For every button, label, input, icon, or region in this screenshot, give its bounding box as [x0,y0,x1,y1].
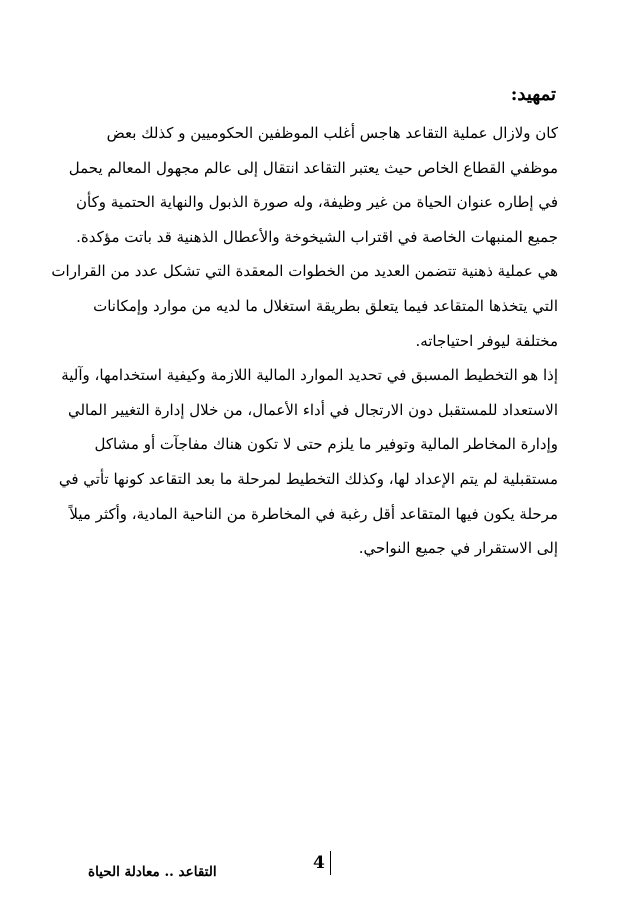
text-line: كان ولازال عملية التقاعد هاجس أغلب الموظفين الحكوميين و كذلك بعض [106,124,558,142]
text-line: إلى الاستقرار في جميع النواحي. [358,539,558,558]
text-line: الاستعداد للمستقبل دون الارتجال في أداء الأعمال، من خلال إدارة التغيير المالي [67,400,558,419]
text-line: مستقبلية لم يتم الإعداد لها، وكذلك التخطيط لمرحلة ما بعد التقاعد كونها تأتي في [58,469,558,488]
text-line: في إطاره عنوان الحياة من غير وظيفة، وله صورة الذبول والنهاية الحتمية وكأن [76,193,558,212]
text-line: التي يتخذها المتقاعد فيما يتعلق بطريقة استغلال ما لديه من موارد وإمكانات [93,296,558,315]
page-number: 4 [313,853,325,873]
text-line: وإدارة المخاطر المالية وتوفير ما يلزم حتى لا تكون هناك مفاجآت أو مشاكل [94,435,558,454]
footer-divider [330,851,331,875]
text-line: مرحلة يكون فيها المتقاعد أقل رغبة في المخاطرة من الناحية المادية، وأكثر ميلاً [69,504,558,523]
text-line: موظفي القطاع الخاص حيث يعتبر التقاعد انتقال إلى عالم مجهول المعالم يحمل [68,158,558,177]
section-heading: تمهيد: [510,84,556,105]
text-line: هي عملية ذهنية تتضمن العديد من الخطوات المعقدة التي تشكل عدد من القرارات [51,262,558,281]
body-text [51,116,558,566]
text-line: إذا هو التخطيط المسبق في تحديد الموارد المالية اللازمة وكيفية استخدامها، وآلية [61,366,558,385]
footer-title: التقاعد .. معادلة الحياة [88,864,217,880]
text-line: مختلفة ليوفر احتياجاته. [415,331,558,350]
text-line: جميع المنبهات الخاصة في اقتراب الشيخوخة والأعطال الذهنية قد باتت مؤكدة. [76,227,558,246]
